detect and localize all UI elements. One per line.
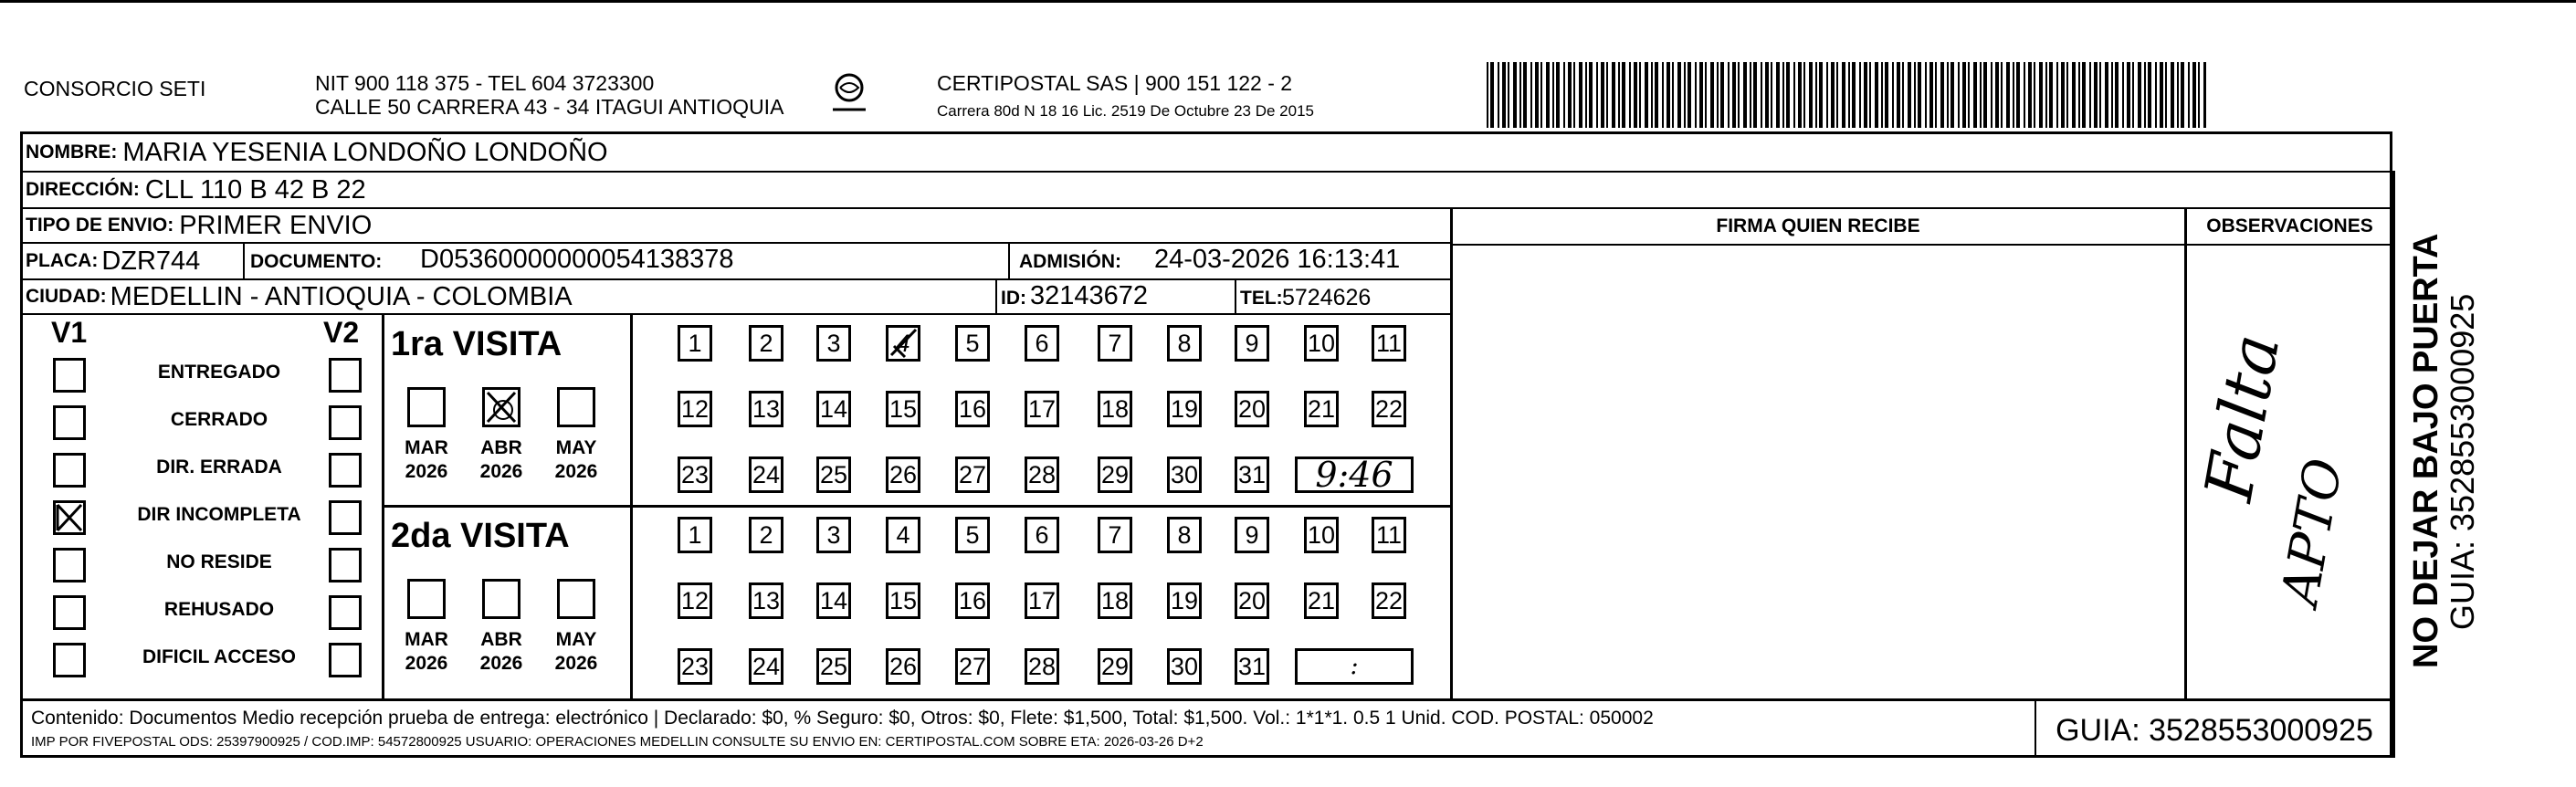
nombre-value: MARIA YESENIA LONDOÑO LONDOÑO bbox=[122, 137, 608, 167]
barcode-bar bbox=[1612, 62, 1615, 128]
day-box[interactable]: 16 bbox=[955, 582, 990, 619]
obs-header: OBSERVACIONES bbox=[2206, 215, 2373, 236]
barcode-bar bbox=[1717, 62, 1719, 128]
day-box[interactable]: 17 bbox=[1025, 582, 1059, 619]
v2-checkbox[interactable] bbox=[329, 643, 362, 677]
direccion-value: CLL 110 B 42 B 22 bbox=[144, 174, 366, 205]
barcode-bar bbox=[2115, 62, 2119, 128]
barcode-bar bbox=[2072, 62, 2076, 128]
barcode-bar bbox=[1852, 62, 1856, 128]
id-label: ID: bbox=[1001, 288, 1026, 309]
barcode-bar bbox=[1958, 62, 1960, 128]
day-box[interactable]: 3 bbox=[816, 517, 851, 553]
barcode-bar bbox=[2034, 62, 2035, 128]
check-mark-icon bbox=[888, 328, 918, 359]
barcode-bar bbox=[1935, 62, 1937, 128]
barcode-bar bbox=[1585, 62, 1587, 128]
scan-edge bbox=[0, 0, 2576, 3]
day-box[interactable]: 16 bbox=[955, 391, 990, 427]
month-year: 2026 bbox=[554, 653, 598, 674]
v1-checkbox[interactable] bbox=[53, 453, 86, 488]
day-box[interactable]: 17 bbox=[1025, 391, 1059, 427]
barcode-bar bbox=[1622, 62, 1625, 128]
barcode-bar bbox=[2181, 62, 2184, 128]
barcode-bar bbox=[2188, 62, 2190, 128]
barcode-bar bbox=[1892, 62, 1894, 128]
nit-line-1: NIT 900 118 375 - TEL 604 3723300 bbox=[315, 71, 655, 95]
barcode-bar bbox=[2039, 62, 2043, 128]
footer-contenido: Contenido: Documentos Medio recepción prueba de entrega: electrónico | Declarado: $0, % Seguro: $0, Otros: $0, Flete: $1,500, Total: $1,500. Vol.: 1*1*1. 0.5 1 Unid. COD. POSTAL: 050002 bbox=[31, 708, 1654, 729]
barcode-bar bbox=[2127, 62, 2130, 128]
check-mark-icon bbox=[56, 503, 83, 532]
barcode-bar bbox=[1487, 62, 1488, 128]
day-box[interactable]: 25 bbox=[816, 648, 851, 685]
barcode-bar bbox=[2144, 62, 2146, 128]
day-box[interactable]: 29 bbox=[1098, 456, 1132, 493]
barcode-bar bbox=[1918, 62, 1921, 128]
v1-checkbox[interactable] bbox=[53, 595, 86, 630]
barcode-bar bbox=[1914, 62, 1916, 128]
day-box[interactable]: 15 bbox=[886, 582, 920, 619]
placa-label: PLACA: bbox=[26, 250, 99, 271]
day-box[interactable]: 20 bbox=[1235, 391, 1269, 427]
barcode-bar bbox=[1809, 62, 1813, 128]
firma-header: FIRMA QUIEN RECIBE bbox=[1716, 215, 1920, 236]
barcode-bar bbox=[1705, 62, 1707, 128]
day-box[interactable]: 22 bbox=[1372, 391, 1406, 427]
barcode-bar bbox=[1947, 62, 1949, 128]
barcode-bar bbox=[1826, 62, 1828, 128]
obs-handwritten-2: APTO bbox=[2270, 454, 2355, 610]
v1-checkbox[interactable] bbox=[53, 548, 86, 582]
month-year: 2026 bbox=[554, 461, 598, 482]
id-sep bbox=[995, 280, 997, 313]
side-strip-border bbox=[2392, 171, 2395, 758]
barcode-bar bbox=[1875, 62, 1878, 128]
month-year: 2026 bbox=[405, 461, 448, 482]
month-year: 2026 bbox=[479, 653, 523, 674]
barcode-bar bbox=[1732, 62, 1736, 128]
day-box[interactable]: 1 bbox=[678, 325, 712, 362]
month-checkbox[interactable] bbox=[407, 579, 446, 619]
barcode-bar bbox=[1848, 62, 1850, 128]
barcode-bar bbox=[2082, 62, 2086, 128]
barcode-bar bbox=[2198, 62, 2200, 128]
barcode-bar bbox=[1983, 62, 1987, 128]
v1-checkbox[interactable] bbox=[53, 405, 86, 440]
day-box[interactable]: 12 bbox=[678, 391, 712, 427]
time-box[interactable]: : bbox=[1295, 648, 1414, 685]
barcode-bar bbox=[1645, 62, 1648, 128]
day-box[interactable]: 30 bbox=[1167, 648, 1202, 685]
firma-col-left bbox=[1450, 209, 1453, 700]
day-box[interactable]: 12 bbox=[678, 582, 712, 619]
day-box[interactable]: 18 bbox=[1098, 391, 1132, 427]
day-box[interactable]: 9 bbox=[1235, 517, 1269, 553]
day-box[interactable]: 8 bbox=[1167, 517, 1202, 553]
admision-label: ADMISIÓN: bbox=[1019, 251, 1121, 272]
day-box[interactable]: 18 bbox=[1098, 582, 1132, 619]
barcode-bar bbox=[1793, 62, 1795, 128]
check-mark-icon bbox=[485, 390, 518, 425]
barcode-bar bbox=[1568, 62, 1572, 128]
barcode-bar bbox=[1864, 62, 1867, 128]
barcode-bar bbox=[2155, 62, 2157, 128]
barcode-bar bbox=[1925, 62, 1927, 128]
barcode-bar bbox=[1634, 62, 1637, 128]
ciudad-value: MEDELLIN - ANTIOQUIA - COLOMBIA bbox=[110, 281, 573, 311]
day-box[interactable]: 7 bbox=[1098, 517, 1132, 553]
row-tipo bbox=[20, 209, 1450, 244]
day-box[interactable]: 31 bbox=[1235, 648, 1269, 685]
barcode-bar bbox=[1688, 62, 1691, 128]
status-bottom-line bbox=[20, 698, 2392, 701]
obs-handwritten-1: Falta bbox=[2190, 328, 2295, 507]
barcode-bar bbox=[1573, 62, 1575, 128]
ciudad-label: CIUDAD: bbox=[26, 286, 107, 307]
day-box[interactable]: 28 bbox=[1025, 648, 1059, 685]
tipo-label: TIPO DE ENVIO: bbox=[26, 215, 174, 236]
barcode-bar bbox=[2132, 62, 2134, 128]
day-box[interactable]: 8 bbox=[1167, 325, 1202, 362]
status-reason-label: DIR. ERRADA bbox=[156, 456, 282, 477]
day-box[interactable]: 14 bbox=[816, 582, 851, 619]
nombre-label: NOMBRE: bbox=[26, 142, 118, 163]
barcode-bar bbox=[1606, 62, 1608, 128]
admision-value: 24-03-2026 16:13:41 bbox=[1154, 245, 1401, 274]
barcode-bar bbox=[1523, 62, 1527, 128]
barcode-bar bbox=[1771, 62, 1772, 128]
barcode-bar bbox=[1655, 62, 1658, 128]
barcode-bar bbox=[1908, 62, 1911, 128]
barcode-bar bbox=[2148, 62, 2151, 128]
barcode-bar bbox=[1831, 62, 1835, 128]
day-box[interactable]: 22 bbox=[1372, 582, 1406, 619]
day-box[interactable]: 28 bbox=[1025, 456, 1059, 493]
barcode-bar bbox=[1782, 62, 1784, 128]
tel-value: 5724626 bbox=[1282, 285, 1372, 310]
barcode-bar bbox=[1962, 62, 1966, 128]
barcode-bar bbox=[1929, 62, 1933, 128]
barcode-bar bbox=[1720, 62, 1724, 128]
status-reason-label: REHUSADO bbox=[163, 599, 275, 620]
barcode-bar bbox=[1546, 62, 1550, 128]
barcode-bar bbox=[1490, 62, 1494, 128]
barcode-bar bbox=[1991, 62, 1992, 128]
certi-line-2: Carrera 80d N 18 16 Lic. 2519 De Octubre 23 De 2015 bbox=[937, 102, 1314, 120]
month-label: ABR bbox=[480, 629, 522, 650]
day-box[interactable]: 14 bbox=[816, 391, 851, 427]
v2-checkbox[interactable] bbox=[329, 595, 362, 630]
day-box[interactable]: 13 bbox=[749, 582, 783, 619]
visit-mid-line bbox=[382, 505, 1452, 508]
barcode-bar bbox=[1672, 62, 1674, 128]
barcode-bar bbox=[1743, 62, 1747, 128]
barcode-bar bbox=[1738, 62, 1740, 128]
barcode-bar bbox=[1535, 62, 1539, 128]
day-box[interactable]: 26 bbox=[886, 456, 920, 493]
certi-line-1: CERTIPOSTAL SAS | 900 151 122 - 2 bbox=[937, 71, 1293, 95]
day-box[interactable]: 2 bbox=[749, 517, 783, 553]
barcode-bar bbox=[1530, 62, 1532, 128]
side-warning: NO DEJAR BAJO PUERTA bbox=[2407, 233, 2445, 668]
barcode-bar bbox=[2013, 62, 2014, 128]
v2-checkbox[interactable] bbox=[329, 358, 362, 393]
barcode-bar bbox=[1859, 62, 1861, 128]
barcode-bar bbox=[2099, 62, 2101, 128]
month-label: MAR bbox=[405, 629, 448, 650]
company-name: CONSORCIO SETI bbox=[24, 77, 206, 100]
v1-checkbox[interactable] bbox=[53, 358, 86, 393]
month-label: MAR bbox=[405, 437, 448, 458]
month-label: MAY bbox=[555, 437, 597, 458]
barcode-bar bbox=[1819, 62, 1823, 128]
day-box[interactable]: 24 bbox=[749, 456, 783, 493]
day-box[interactable]: 9 bbox=[1235, 325, 1269, 362]
v1-checkbox[interactable] bbox=[53, 643, 86, 677]
barcode-bar bbox=[1836, 62, 1838, 128]
footer-guia-sep bbox=[2035, 700, 2036, 758]
barcode-bar bbox=[1651, 62, 1653, 128]
day-box[interactable]: 13 bbox=[749, 391, 783, 427]
v2-checkbox[interactable] bbox=[329, 453, 362, 488]
day-box[interactable]: 6 bbox=[1025, 517, 1059, 553]
barcode-bar bbox=[2028, 62, 2032, 128]
barcode-bar bbox=[1728, 62, 1730, 128]
barcode-bar bbox=[1662, 62, 1664, 128]
footer-imp: IMP POR FIVEPOSTAL ODS: 25397900925 / COD.IMP: 54572800925 USUARIO: OPERACIONES MEDELLIN CONSULTE SU ENVIO EN: CERTIPOSTAL.COM SOBRE ETA: 2026-03-26 D+2 bbox=[31, 734, 1204, 750]
day-box[interactable]: 6 bbox=[1025, 325, 1059, 362]
barcode-bar bbox=[2024, 62, 2025, 128]
day-box[interactable]: 3 bbox=[816, 325, 851, 362]
barcode-bar bbox=[1753, 62, 1757, 128]
barcode-bar bbox=[1995, 62, 1999, 128]
barcode-bar bbox=[1508, 62, 1509, 128]
barcode-bar bbox=[2105, 62, 2108, 128]
day-box[interactable]: 4 bbox=[886, 517, 920, 553]
status-reason-label: CERRADO bbox=[170, 409, 268, 430]
barcode-bar bbox=[1973, 62, 1977, 128]
barcode-bar bbox=[1798, 62, 1802, 128]
visit1-title: 1ra VISITA bbox=[391, 325, 563, 363]
day-box[interactable]: 15 bbox=[886, 391, 920, 427]
col-header-line bbox=[1450, 244, 2392, 246]
barcode-bar bbox=[1980, 62, 1982, 128]
day-box[interactable]: 1 bbox=[678, 517, 712, 553]
day-box[interactable]: 4 bbox=[886, 325, 920, 362]
day-box[interactable]: 27 bbox=[955, 648, 990, 685]
barcode-bar bbox=[1556, 62, 1560, 128]
v2-checkbox[interactable] bbox=[329, 405, 362, 440]
barcode-bar bbox=[2001, 62, 2003, 128]
barcode-bar bbox=[2122, 62, 2124, 128]
day-box[interactable]: 11 bbox=[1372, 325, 1406, 362]
barcode-bar bbox=[1629, 62, 1631, 128]
barcode-bar bbox=[1579, 62, 1582, 128]
barcode-bar bbox=[1677, 62, 1681, 128]
direccion-label: DIRECCIÓN: bbox=[26, 179, 140, 200]
month-checkbox[interactable] bbox=[557, 579, 595, 619]
barcode-bar bbox=[2049, 62, 2053, 128]
barcode-bar bbox=[1589, 62, 1593, 128]
barcode-bar bbox=[2203, 62, 2206, 128]
day-box[interactable]: 31 bbox=[1235, 456, 1269, 493]
month-year: 2026 bbox=[405, 653, 448, 674]
month-checkbox[interactable] bbox=[482, 387, 520, 427]
barcode-bar bbox=[1968, 62, 1970, 128]
certipostal-logo bbox=[824, 71, 875, 117]
barcode-bar bbox=[1513, 62, 1517, 128]
visit2-title: 2da VISITA bbox=[391, 517, 570, 555]
row-nombre bbox=[20, 134, 2391, 173]
day-box[interactable]: 29 bbox=[1098, 648, 1132, 685]
month-checkbox[interactable] bbox=[482, 579, 520, 619]
barcode-bar bbox=[1897, 62, 1900, 128]
barcode-bar bbox=[1684, 62, 1686, 128]
side-guia: GUIA: 3528553000925 bbox=[2444, 293, 2481, 630]
v1-checkbox[interactable] bbox=[53, 500, 86, 535]
barcode-bar bbox=[1639, 62, 1641, 128]
tel-label: TEL: bbox=[1240, 288, 1283, 309]
month-label: ABR bbox=[480, 437, 522, 458]
v2-checkbox[interactable] bbox=[329, 500, 362, 535]
barcode bbox=[1487, 62, 2206, 128]
barcode-bar bbox=[1498, 62, 1499, 128]
month-year: 2026 bbox=[479, 461, 523, 482]
status-reason-label: NO RESIDE bbox=[166, 551, 272, 572]
day-box[interactable]: 10 bbox=[1304, 517, 1339, 553]
barcode-bar bbox=[1667, 62, 1670, 128]
barcode-bar bbox=[2045, 62, 2047, 128]
barcode-bar bbox=[2165, 62, 2167, 128]
day-box[interactable]: 10 bbox=[1304, 325, 1339, 362]
barcode-bar bbox=[1869, 62, 1871, 128]
barcode-bar bbox=[1502, 62, 1506, 128]
admision-sep bbox=[1008, 244, 1010, 278]
day-box[interactable]: 19 bbox=[1167, 582, 1202, 619]
barcode-bar bbox=[1842, 62, 1845, 128]
row-direccion bbox=[20, 173, 2391, 209]
barcode-bar bbox=[1803, 62, 1805, 128]
id-value: 32143672 bbox=[1030, 281, 1149, 310]
day-box[interactable]: 20 bbox=[1235, 582, 1269, 619]
barcode-bar bbox=[2171, 62, 2174, 128]
tipo-value: PRIMER ENVIO bbox=[179, 210, 373, 240]
day-box[interactable]: 21 bbox=[1304, 391, 1339, 427]
day-box[interactable]: 25 bbox=[816, 456, 851, 493]
barcode-bar bbox=[1596, 62, 1598, 128]
barcode-bar bbox=[1940, 62, 1944, 128]
barcode-bar bbox=[1710, 62, 1714, 128]
day-box[interactable]: 5 bbox=[955, 325, 990, 362]
v1-label: V1 bbox=[51, 316, 88, 349]
barcode-bar bbox=[2177, 62, 2179, 128]
v2-checkbox[interactable] bbox=[329, 548, 362, 582]
barcode-bar bbox=[2056, 62, 2058, 128]
nit-line-2: CALLE 50 CARRERA 43 - 34 ITAGUI ANTIOQUIA bbox=[315, 95, 784, 119]
placa-sep bbox=[243, 244, 245, 278]
day-box[interactable]: 2 bbox=[749, 325, 783, 362]
day-box[interactable]: 30 bbox=[1167, 456, 1202, 493]
barcode-bar bbox=[1902, 62, 1904, 128]
barcode-bar bbox=[2016, 62, 2020, 128]
day-box[interactable]: 24 bbox=[749, 648, 783, 685]
day-box[interactable]: 27 bbox=[955, 456, 990, 493]
month-checkbox[interactable] bbox=[407, 387, 446, 427]
barcode-bar bbox=[2006, 62, 2010, 128]
barcode-bar bbox=[2111, 62, 2113, 128]
barcode-bar bbox=[2138, 62, 2141, 128]
barcode-bar bbox=[1563, 62, 1565, 128]
month-label: MAY bbox=[555, 629, 597, 650]
day-box[interactable]: 11 bbox=[1372, 517, 1406, 553]
barcode-bar bbox=[1950, 62, 1954, 128]
barcode-bar bbox=[1540, 62, 1542, 128]
barcode-bar bbox=[1699, 62, 1703, 128]
day-box[interactable]: 26 bbox=[886, 648, 920, 685]
barcode-bar bbox=[1765, 62, 1769, 128]
barcode-bar bbox=[2094, 62, 2098, 128]
day-box[interactable]: 5 bbox=[955, 517, 990, 553]
barcode-bar bbox=[1618, 62, 1620, 128]
barcode-bar bbox=[2160, 62, 2163, 128]
barcode-bar bbox=[1519, 62, 1521, 128]
barcode-bar bbox=[1695, 62, 1697, 128]
barcode-bar bbox=[1750, 62, 1751, 128]
barcode-bar bbox=[2061, 62, 2065, 128]
barcode-bar bbox=[1776, 62, 1780, 128]
tel-sep bbox=[1235, 280, 1236, 313]
v2-label: V2 bbox=[323, 316, 360, 349]
barcode-bar bbox=[2066, 62, 2068, 128]
day-box[interactable]: 23 bbox=[678, 456, 712, 493]
day-box[interactable]: 19 bbox=[1167, 391, 1202, 427]
documento-value: D05360000000054138378 bbox=[420, 245, 734, 274]
day-box[interactable]: 23 bbox=[678, 648, 712, 685]
obs-col-left bbox=[2184, 209, 2187, 700]
time-box[interactable]: 9:46 bbox=[1295, 456, 1414, 493]
status-reason-label: DIR INCOMPLETA bbox=[137, 504, 301, 525]
barcode-bar bbox=[1552, 62, 1554, 128]
barcode-bar bbox=[1885, 62, 1888, 128]
barcode-bar bbox=[1815, 62, 1817, 128]
barcode-bar bbox=[2078, 62, 2080, 128]
day-box[interactable]: 7 bbox=[1098, 325, 1132, 362]
barcode-bar bbox=[1761, 62, 1762, 128]
barcode-bar bbox=[1601, 62, 1604, 128]
status-reason-label: DIFICIL ACCESO bbox=[142, 646, 296, 667]
barcode-bar bbox=[1881, 62, 1883, 128]
barcode-bar bbox=[1786, 62, 1790, 128]
documento-label: DOCUMENTO: bbox=[250, 251, 383, 272]
barcode-bar bbox=[2089, 62, 2091, 128]
status-reason-label: ENTREGADO bbox=[157, 362, 281, 383]
day-box[interactable]: 21 bbox=[1304, 582, 1339, 619]
footer-guia: GUIA: 3528553000925 bbox=[2056, 713, 2373, 748]
barcode-bar bbox=[2192, 62, 2196, 128]
month-checkbox[interactable] bbox=[557, 387, 595, 427]
placa-value: DZR744 bbox=[101, 246, 201, 276]
